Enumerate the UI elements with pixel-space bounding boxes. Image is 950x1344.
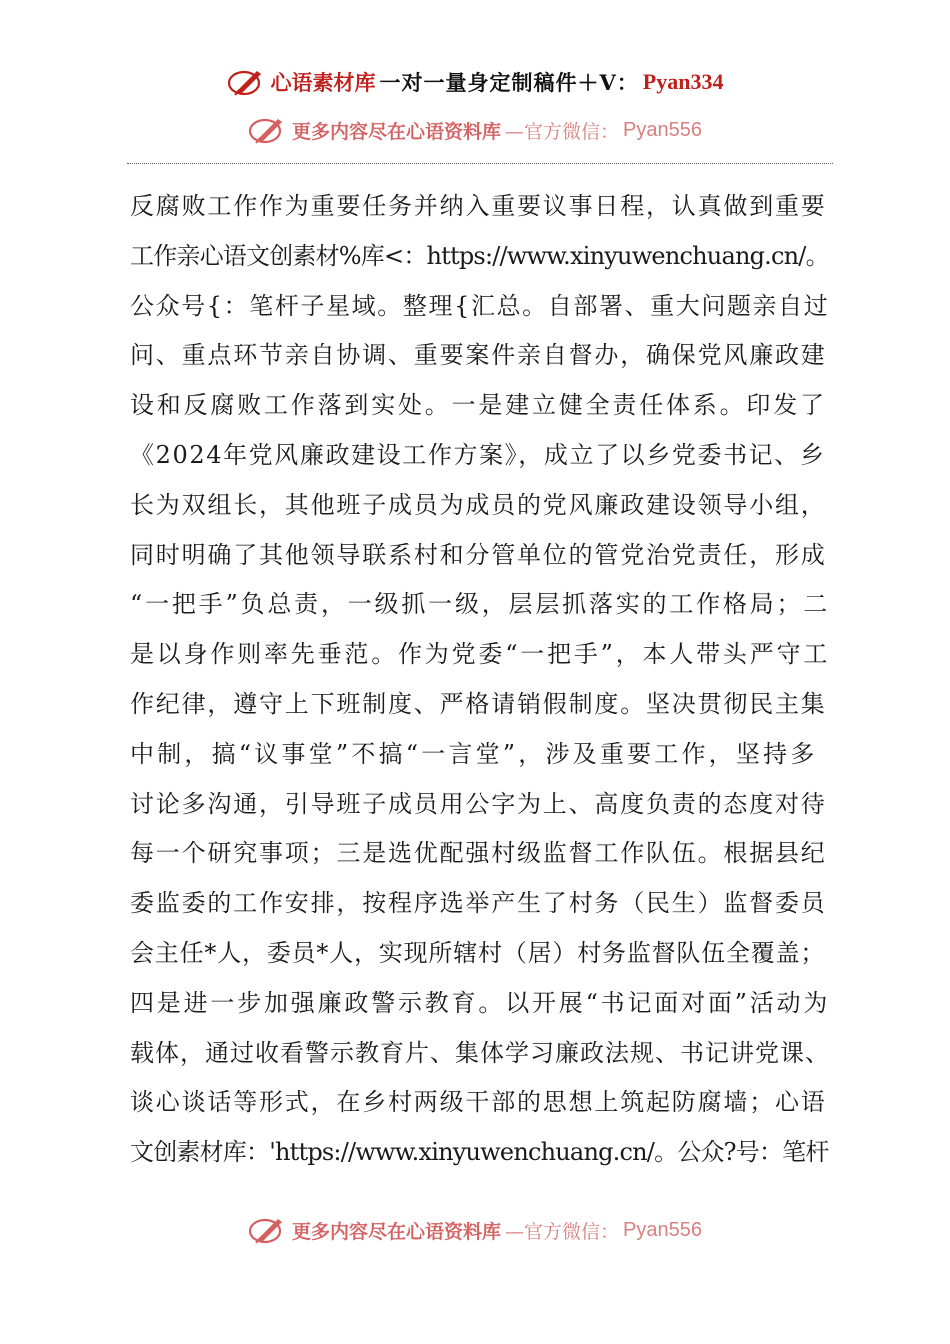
text-line: 会主任*人，委员*人，实现所辖村（居）村务监督队伍全覆盖；: [130, 938, 826, 967]
text-line: 文创素材库：'https://www.xinyuwenchuang.cn/。公众?号：笔杆: [130, 1138, 829, 1167]
pen-logo-icon: [248, 1213, 288, 1247]
document-body: [130, 182, 830, 1178]
text-line: 问、重点环节亲自协调、重要案件亲自督办，确保党风廉政建: [130, 341, 827, 370]
text-line: 公众号{：笔杆子星域。整理{汇总。自部署、重大问题亲自过: [130, 291, 830, 320]
text-line: 长为双组长，其他班子成员为成员的党风廉政建设领导小组，: [130, 490, 827, 519]
watermark-label: —官方微信：: [505, 120, 620, 143]
text-line: 《2024年党风廉政建设工作方案》，成立了以乡党委书记、乡: [130, 440, 826, 469]
watermark-site: 更多内容尽在心语资料库: [292, 120, 502, 143]
footer-id: Pyan556: [623, 1218, 702, 1241]
text-line: 委监委的工作安排，按程序选举产生了村务（民生）监督委员: [130, 889, 827, 918]
tagline: 一对一量身定制稿件＋V：: [379, 70, 639, 95]
footer-site: 更多内容尽在心语资料库: [292, 1220, 502, 1243]
pen-logo-icon: [248, 113, 288, 147]
text-line: 中制，搞“议事堂”不搞“一言堂”，涉及重要工作，坚持多: [130, 739, 818, 768]
text-line: “一把手”负总责，一级抓一级，层层抓落实的工作格局；二: [130, 590, 831, 619]
text-line: 四是进一步加强廉政警示教育。以开展“书记面对面”活动为: [130, 988, 831, 1017]
brand-name: 心语素材库: [270, 70, 376, 95]
header-banner: [0, 62, 950, 102]
header-divider: [127, 163, 833, 164]
text-line: 载体，通过收看警示教育片、集体学习廉政法规、书记讲党课、: [130, 1038, 830, 1067]
text-line: 每一个研究事项；三是选优配强村级监督工作队伍。根据县纪: [130, 839, 827, 868]
footer-watermark: [0, 1210, 950, 1250]
header-watermark: [0, 110, 950, 150]
text-line: 是以身作则率先垂范。作为党委“一把手”，本人带头严守工: [130, 640, 831, 669]
text-line: 同时明确了其他领导联系村和分管单位的管党治党责任，形成: [130, 540, 827, 569]
wechat-id: Pyan334: [642, 69, 724, 94]
text-line: 作纪律，遵守上下班制度、严格请销假制度。坚决贯彻民主集: [130, 689, 827, 718]
text-line: 工作亲心语文创素材%库<：https://www.xinyuwenchuang.cn/。: [130, 241, 829, 270]
text-line: 讨论多沟通，引导班子成员用公字为上、高度负责的态度对待: [130, 789, 827, 818]
pen-logo-icon: [227, 65, 267, 99]
watermark-id: Pyan556: [623, 118, 702, 141]
text-line: 谈心谈话等形式，在乡村两级干部的思想上筑起防腐墙；心语: [130, 1088, 827, 1117]
footer-label: —官方微信：: [505, 1220, 620, 1243]
text-line: 反腐败工作作为重要任务并纳入重要议事日程，认真做到重要: [130, 192, 827, 220]
text-line: 设和反腐败工作落到实处。一是建立健全责任体系。印发了: [130, 391, 827, 420]
